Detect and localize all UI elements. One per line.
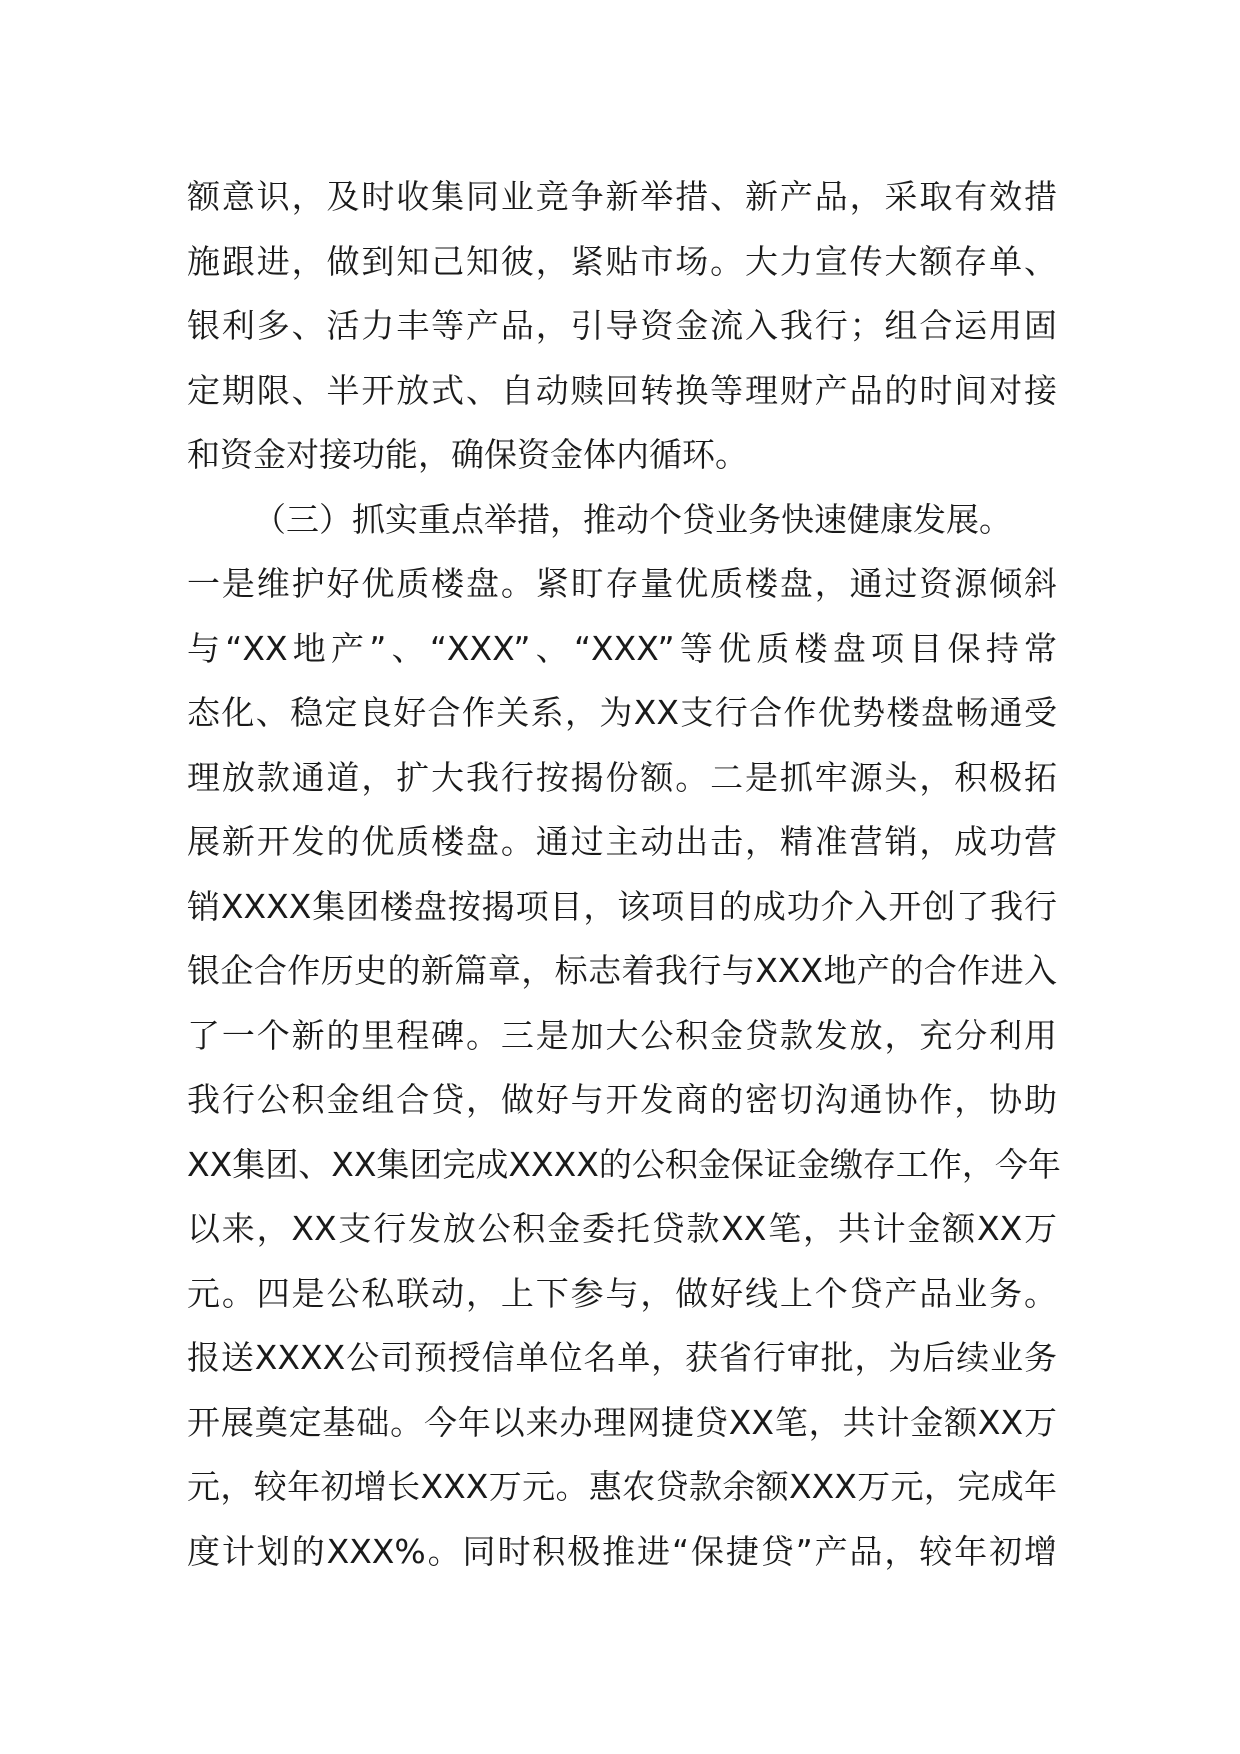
text-line: 了一个新的里程碑。三是加大公积金贷款发放，充分利用: [187, 1015, 1057, 1055]
text-line: 和资金对接功能，确保资金体内循环。: [187, 435, 748, 474]
text-line: 银企合作历史的新篇章，标志着我行与XXX地产的合作进入: [187, 951, 1057, 990]
text-line: 施跟进，做到知己知彼，紧贴市场。大力宣传大额存单、: [187, 241, 1057, 281]
text-line: 开展奠定基础。今年以来办理网捷贷XX笔，共计金额XX万: [187, 1402, 1057, 1442]
text-line: 销XXXX集团楼盘按揭项目，该项目的成功介入开创了我行: [187, 886, 1057, 926]
text-line: 额意识，及时收集同业竞争新举措、新产品，采取有效措: [187, 177, 1057, 216]
text-line: 度计划的XXX%。同时积极推进“保捷贷”产品，较年初增: [187, 1531, 1057, 1571]
section-heading: （三）抓实重点举措，推动个贷业务快速健康发展。: [253, 499, 1012, 539]
text-line: 银利多、活力丰等产品，引导资金流入我行；组合运用固: [187, 306, 1057, 345]
text-line: 定期限、半开放式、自动赎回转换等理财产品的时间对接: [187, 370, 1057, 410]
text-line: 元，较年初增长XXX万元。惠农贷款余额XXX万元，完成年: [187, 1467, 1057, 1506]
text-line: 态化、稳定良好合作关系，为XX支行合作优势楼盘畅通受: [187, 693, 1057, 732]
text-line: 理放款通道，扩大我行按揭份额。二是抓牢源头，积极拓: [187, 757, 1057, 797]
text-line: 展新开发的优质楼盘。通过主动出击，精准营销，成功营: [187, 822, 1057, 861]
text-line: 报送XXXX公司预授信单位名单，获省行审批，为后续业务: [187, 1338, 1057, 1377]
text-line: 我行公积金组合贷，做好与开发商的密切沟通协作，协助: [187, 1080, 1057, 1119]
text-line: XX集团、XX集团完成XXXX的公积金保证金缴存工作，今年: [187, 1144, 1061, 1184]
text-line: 与“XX地产”、“XXX”、“XXX”等优质楼盘项目保持常: [187, 628, 1057, 668]
text-line: 一是维护好优质楼盘。紧盯存量优质楼盘，通过资源倾斜: [187, 564, 1057, 603]
text-line: 元。四是公私联动，上下参与，做好线上个贷产品业务。: [187, 1273, 1057, 1313]
text-line: 以来，XX支行发放公积金委托贷款XX笔，共计金额XX万: [187, 1209, 1057, 1248]
body-text: [187, 165, 1061, 1584]
